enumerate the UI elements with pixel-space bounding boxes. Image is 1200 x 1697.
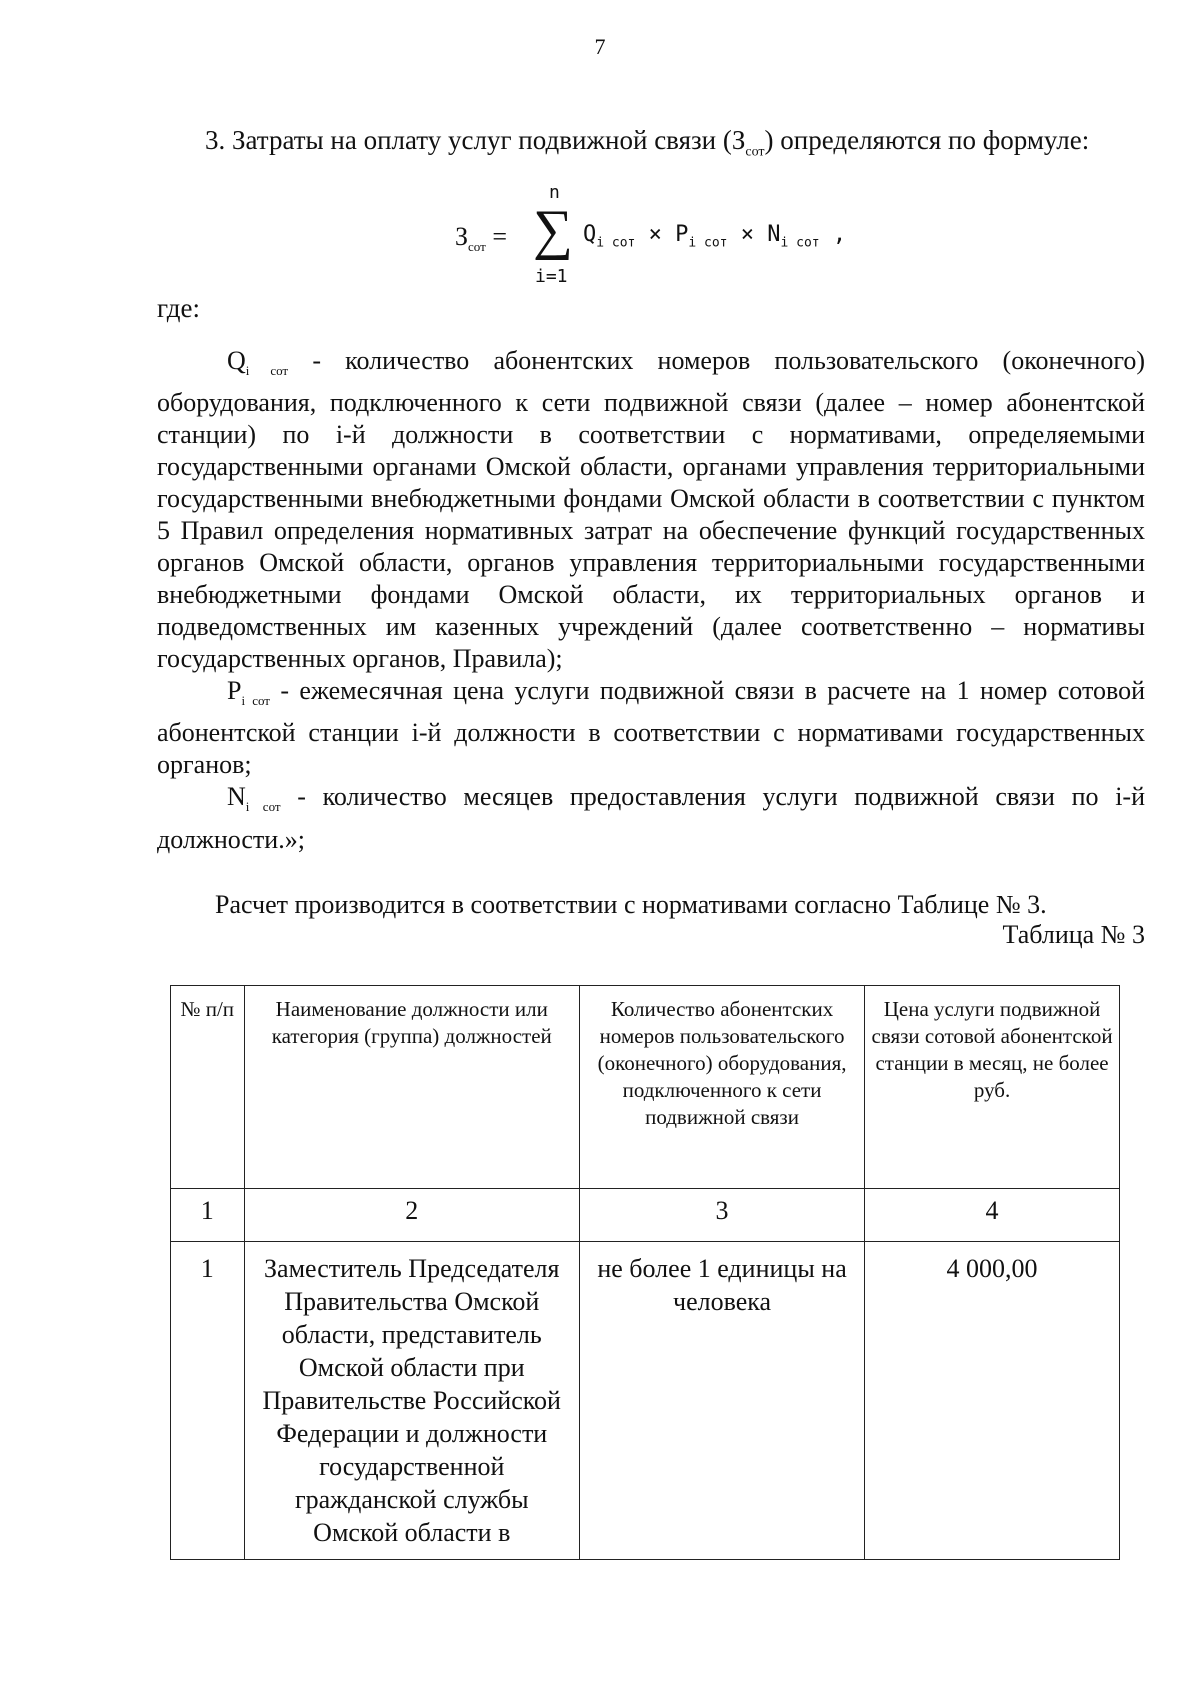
calculation-note: Расчет производится в соответствии с нормативами согласно Таблице № 3. [215,890,1047,919]
header-quantity: Количество абонентских номеров пользовательского (оконечного) оборудования, подключенного к сети подвижной связи [580,986,865,1189]
col-number-2: 2 [244,1189,579,1242]
header-price: Цена услуги подвижной связи сотовой абонентской станции в месяц, не более руб. [865,986,1120,1189]
section-3-heading: 3. Затраты на оплату услуг подвижной связи $(З_{сот})$ определяются по формуле: [205,125,1090,160]
definition-q: $Q_{i сот}$ - количество абонентских номеров пользовательского (оконечного) оборудования, подключенного к сети подвижной связи (далее – номер абонентской станции) по i-й должности в соответствии с нормативами, определяемыми государственными органами Омской области, органами управления территориальными государственными внебюджетными фондами Омской области в соответствии с пунктом 5 Правил определения нормативных затрат на обеспечение функций государственных органов Омской области, органов управления территориальными государственными внебюджетными фондами Омской области, их территориальных органов и подведомственных им казенных учреждений (далее соответственно – нормативы государственных органов, Правила); [157,346,1145,674]
header-number: № п/п [171,986,245,1189]
column-number-row [171,1189,1120,1242]
sum-upper-limit: n [549,182,560,203]
definition-n: $N_{i сот}$ - количество месяцев предоставления услуги подвижной связи по i-й должности.»; [157,782,1145,854]
cost-formula [455,182,855,292]
definition-p: $P_{i сот}$ - ежемесячная цена услуги подвижной связи в расчете на 1 номер сотовой абонентской станции i-й должности в соответствии с нормативами государственных органов; [157,676,1145,780]
col-number-4: 4 [865,1189,1120,1242]
table-row [171,1242,1120,1560]
row-number: 1 [171,1242,245,1560]
row-quantity: не более 1 единицы на человека [580,1242,865,1560]
formula-lhs: $З_{сот}$ = [455,222,507,255]
table-caption: Таблица № 3 [1002,920,1145,949]
page-number: 7 [594,34,606,59]
header-position: Наименование должности или категория (группа) должностей [244,986,579,1189]
row-position: Заместитель Председателя Правительства Омской области, представитель Омской области при Правительстве Российской Федерации и должности государственной гражданской службы Омской области в [244,1242,579,1560]
variable-definitions [157,345,1145,856]
row-price: 4 000,00 [865,1242,1120,1560]
where-label: где: [157,293,200,323]
sigma-symbol: ∑ [533,199,573,261]
sum-lower-limit: i=1 [535,266,568,287]
table-header-row [171,986,1120,1189]
col-number-3: 3 [580,1189,865,1242]
formula-rhs: $Q_{i сот} \times P_{i сот} \times N_{i сот}$ , [583,222,847,251]
col-number-1: 1 [171,1189,245,1242]
norms-table [170,985,1120,1560]
